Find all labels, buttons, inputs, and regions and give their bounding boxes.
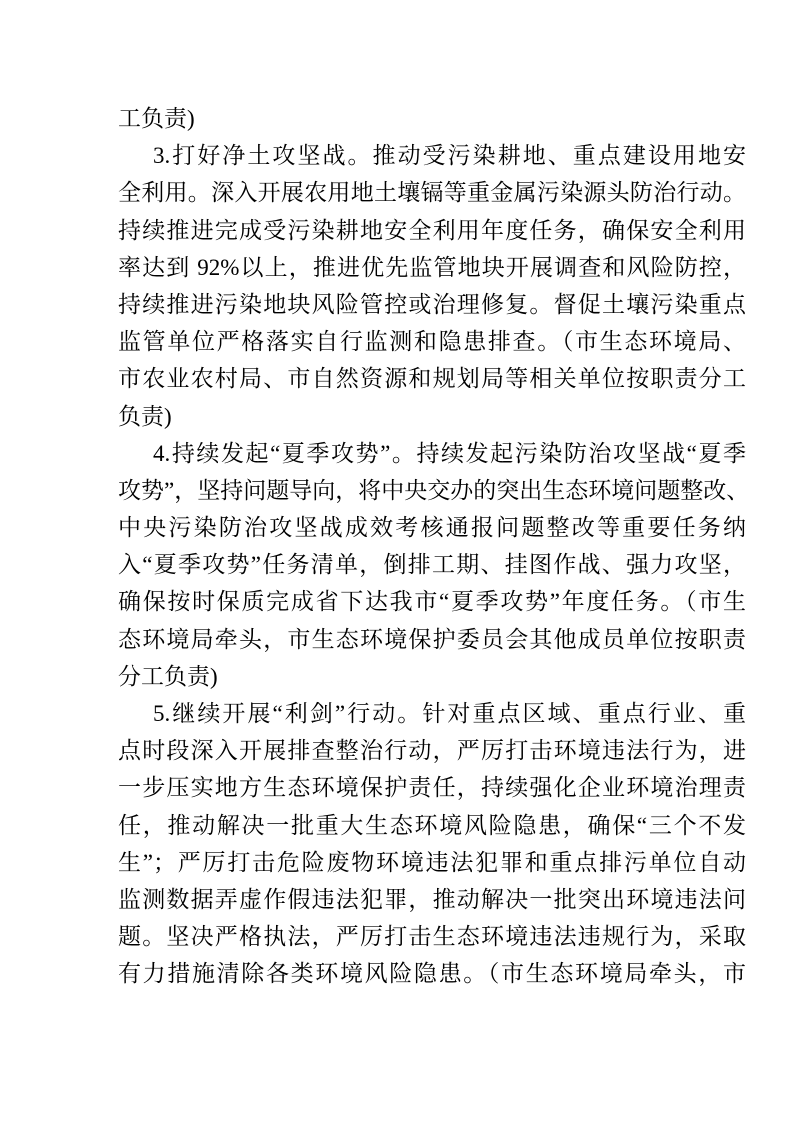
text-line: 有力措施清除各类环境风险隐患。（市生态环境局牵头，市	[118, 961, 746, 987]
paragraph-item-3	[118, 137, 746, 435]
text-line: 全利用。深入开展农用地土壤镉等重金属污染源头防治行动。	[118, 180, 746, 206]
text-line: 题。坚决严格执法，严厉打击生态环境违法违规行为，采取	[118, 924, 746, 950]
text-line: 一步压实地方生态环境保护责任，持续强化企业环境治理责	[118, 775, 746, 801]
paragraph-item-4	[118, 435, 750, 695]
paragraph-tail-item-2	[118, 100, 746, 137]
text-line: 5.继续开展“利剑”行动。针对重点区域、重点行业、重	[153, 701, 746, 726]
text-line: 率达到 92%以上，推进优先监管地块开展调查和风险防控，	[118, 254, 746, 280]
text-line: 持续推进完成受污染耕地安全利用年度任务，确保安全利用	[118, 217, 746, 243]
text-line: 点时段深入开展排查整治行动，严厉打击环境违法行为，进	[118, 738, 746, 764]
text-line: 态环境局牵头，市生态环境保护委员会其他成员单位按职责	[118, 626, 746, 652]
text-line: 攻势”，坚持问题导向，将中央交办的突出生态环境问题整改、	[118, 477, 750, 503]
text-line: 分工负责)	[118, 663, 218, 689]
text-line: 任，推动解决一批重大生态环境风险隐患，确保“三个不发	[118, 812, 746, 838]
paragraph-item-5	[118, 695, 746, 993]
text-line: 持续推进污染地块风险管控或治理修复。督促土壤污染重点	[118, 291, 746, 317]
text-line: 工负责)	[118, 106, 195, 131]
text-line: 入“夏季攻势”任务清单，倒排工期、挂图作战、强力攻坚，	[118, 552, 746, 578]
text-line: 中央污染防治攻坚战成效考核通报问题整改等重要任务纳	[118, 515, 746, 541]
text-line: 监测数据弄虚作假违法犯罪，推动解决一批突出环境违法问	[118, 886, 746, 912]
text-line: 4.持续发起“夏季攻势”。持续发起污染防治攻坚战“夏季	[153, 440, 746, 466]
text-line: 生”；严厉打击危险废物环境违法犯罪和重点排污单位自动	[118, 849, 746, 875]
text-line: 监管单位严格落实自行监测和隐患排查。（市生态环境局、	[118, 329, 746, 355]
text-line: 确保按时保质完成省下达我市“夏季攻势”年度任务。（市生	[118, 589, 746, 615]
text-line: 3.打好净土攻坚战。推动受污染耕地、重点建设用地安	[153, 143, 746, 169]
text-line: 市农业农村局、市自然资源和规划局等相关单位按职责分工	[118, 366, 746, 392]
text-line: 负责)	[118, 403, 172, 429]
document-text-block	[118, 100, 750, 993]
